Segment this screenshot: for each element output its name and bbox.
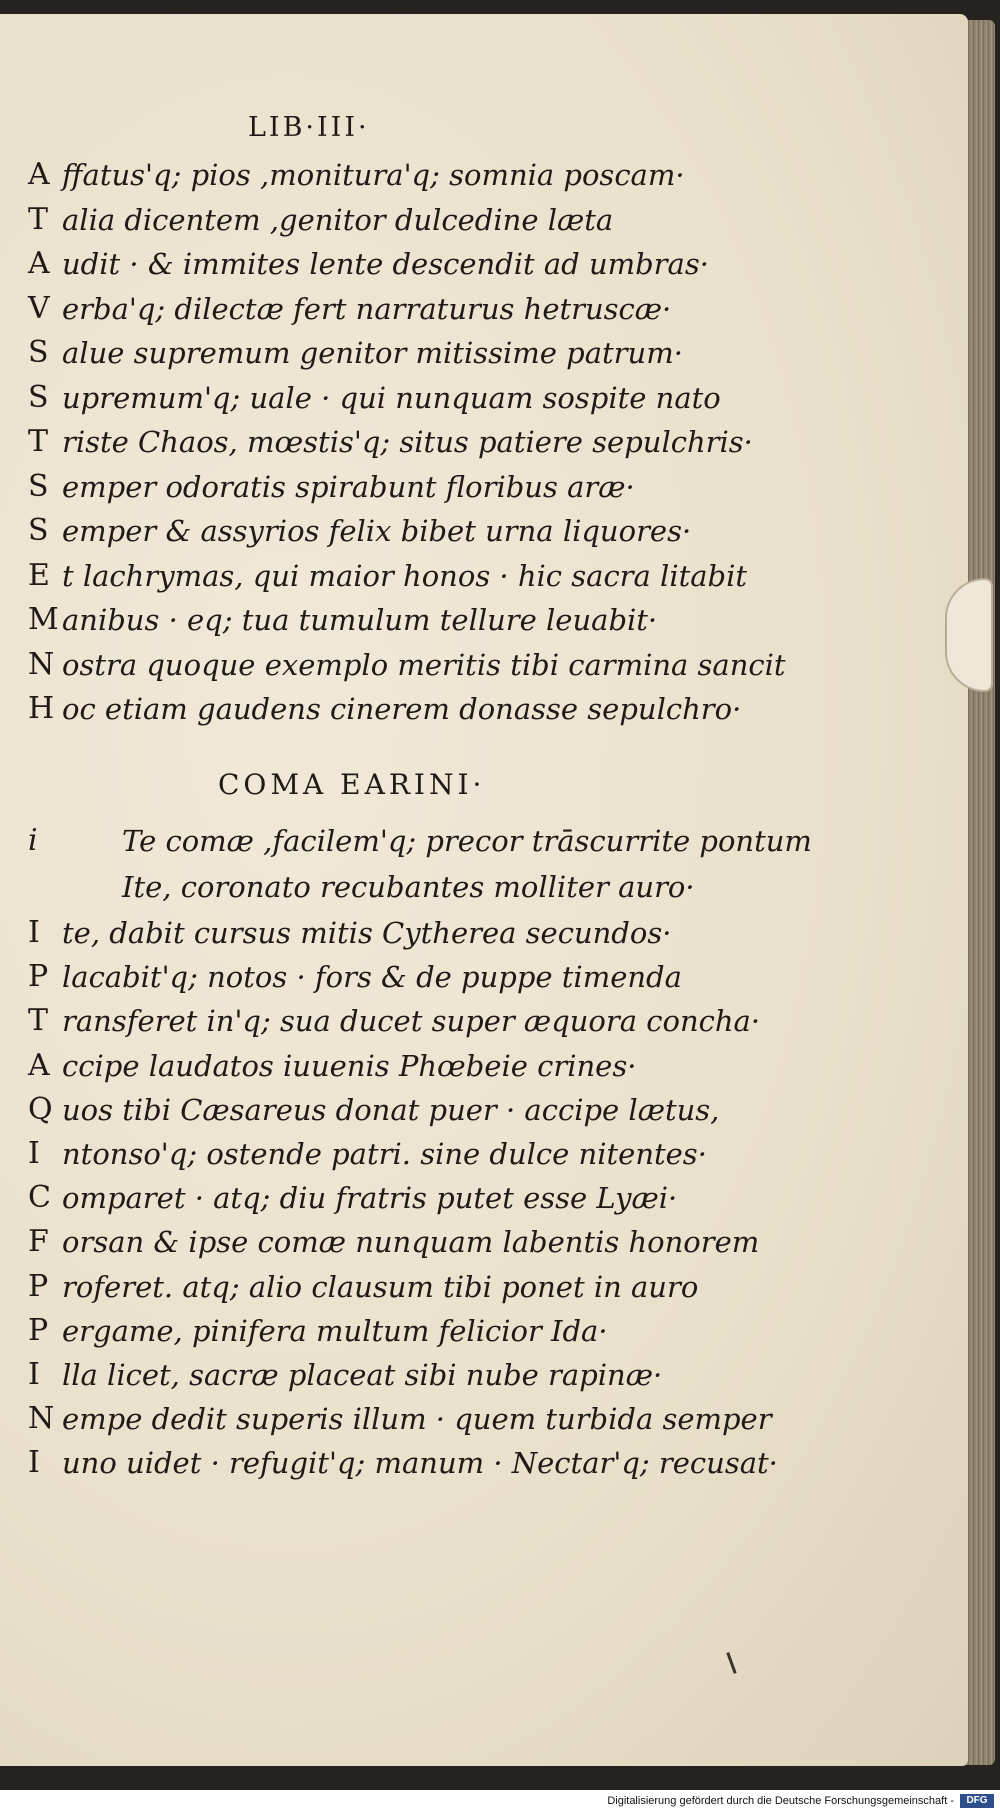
verse-text: emper odoratis spirabunt floribus aræ·	[62, 469, 635, 504]
verse-text: empe dedit superis illum · quem turbida semper	[62, 1402, 772, 1437]
verse-initial: A	[28, 157, 50, 192]
verse-initial: S	[28, 468, 49, 504]
verse-text: lacabit'q; notos · fors & de puppe timenda	[62, 960, 682, 995]
verse-initial: T	[28, 201, 49, 237]
verse-initial: P	[28, 959, 49, 995]
verse-initial: P	[28, 1312, 49, 1348]
verse-line-indented: Ite, coronato recubantes molliter auro·	[122, 870, 695, 904]
verse-text: erba'q; dilectæ fert narraturus hetruscæ·	[62, 291, 672, 326]
poem-title: COMA EARINI·	[218, 768, 486, 801]
verse-text: t lachrymas, qui maior honos · hic sacra litabit	[62, 558, 748, 593]
verse-initial: N	[28, 1401, 55, 1437]
verse-text: omparet · atq; diu fratris putet esse Lyæi·	[62, 1181, 678, 1216]
verse-text: ostra quoque exemplo meritis tibi carmina sancit	[62, 647, 786, 682]
verse-initial: C	[28, 1180, 51, 1216]
verse-text: emper & assyrios felix bibet urna liquores·	[62, 514, 692, 548]
verse-text: ergame, pinifera multum felicior Ida·	[62, 1313, 608, 1348]
verse-initial: T	[28, 424, 49, 459]
verse-text: uno uidet · refugit'q; manum · Nectar'q; recusat·	[62, 1446, 778, 1481]
margin-mark: i	[28, 823, 38, 858]
verse-text: ransferet in'q; sua ducet super æquora concha·	[62, 1004, 761, 1039]
verse-text: te, dabit cursus mitis Cytherea secundos·	[62, 916, 672, 950]
verse-text: ccipe laudatos iuuenis Phœbeie crines·	[62, 1048, 637, 1083]
show-through-text	[850, 120, 960, 1370]
verse-initial: S	[28, 335, 49, 370]
verse-text: anibus · eq; tua tumulum tellure leuabit·	[62, 603, 658, 637]
verse-initial: E	[28, 557, 50, 593]
verse-initial: I	[28, 1136, 40, 1171]
verse-text: ffatus'q; pios ,monitura'q; somnia poscam·	[62, 158, 685, 192]
verse-initial: A	[28, 246, 50, 281]
verse-initial: M	[28, 602, 59, 637]
verse-text: orsan & ipse comæ nunquam labentis honorem	[62, 1225, 760, 1260]
verse-initial: I	[28, 915, 40, 950]
verse-initial: P	[28, 1268, 49, 1304]
verse-text: upremum'q; uale · qui nunquam sospite nato	[62, 380, 721, 415]
verse-text: lla licet, sacræ placeat sibi nube rapinæ·	[62, 1358, 663, 1392]
verse-initial: S	[28, 379, 49, 415]
verse-initial: H	[28, 691, 55, 726]
verse-initial: I	[28, 1445, 40, 1481]
verse-initial: A	[28, 1047, 50, 1083]
verse-initial: S	[28, 513, 49, 548]
verse-initial: N	[28, 646, 55, 682]
verse-text: udit · & immites lente descendit ad umbras·	[62, 247, 709, 281]
verse-initial: F	[28, 1224, 49, 1260]
verse-initial: Q	[28, 1091, 53, 1127]
verse-text: oc etiam gaudens cinerem donasse sepulchro·	[62, 692, 742, 726]
verse-initial: V	[28, 290, 50, 326]
verse-text: riste Chaos, mœstis'q; situs patiere sepulchris·	[62, 425, 753, 459]
verse-initial: T	[28, 1003, 49, 1039]
digitization-credit: Digitalisierung gefördert durch die Deutsche Forschungsgemeinschaft -	[607, 1795, 954, 1807]
verse-text: alue supremum genitor mitissime patrum·	[62, 336, 683, 370]
verse-text: ntonso'q; ostende patri. sine dulce nitentes·	[62, 1137, 707, 1171]
verse-text: roferet. atq; alio clausum tibi ponet in auro	[62, 1269, 699, 1304]
verse-text: uos tibi Cæsareus donat puer · accipe lætus,	[62, 1092, 720, 1127]
verse-initial: I	[28, 1357, 40, 1392]
dfg-logo: DFG	[960, 1794, 994, 1808]
verse-text: alia dicentem ,genitor dulcedine læta	[62, 202, 614, 237]
verse-line-indented: Te comæ ,facilem'q; precor trāscurrite pontum	[122, 824, 812, 858]
running-head: LIB·III·	[248, 112, 370, 143]
